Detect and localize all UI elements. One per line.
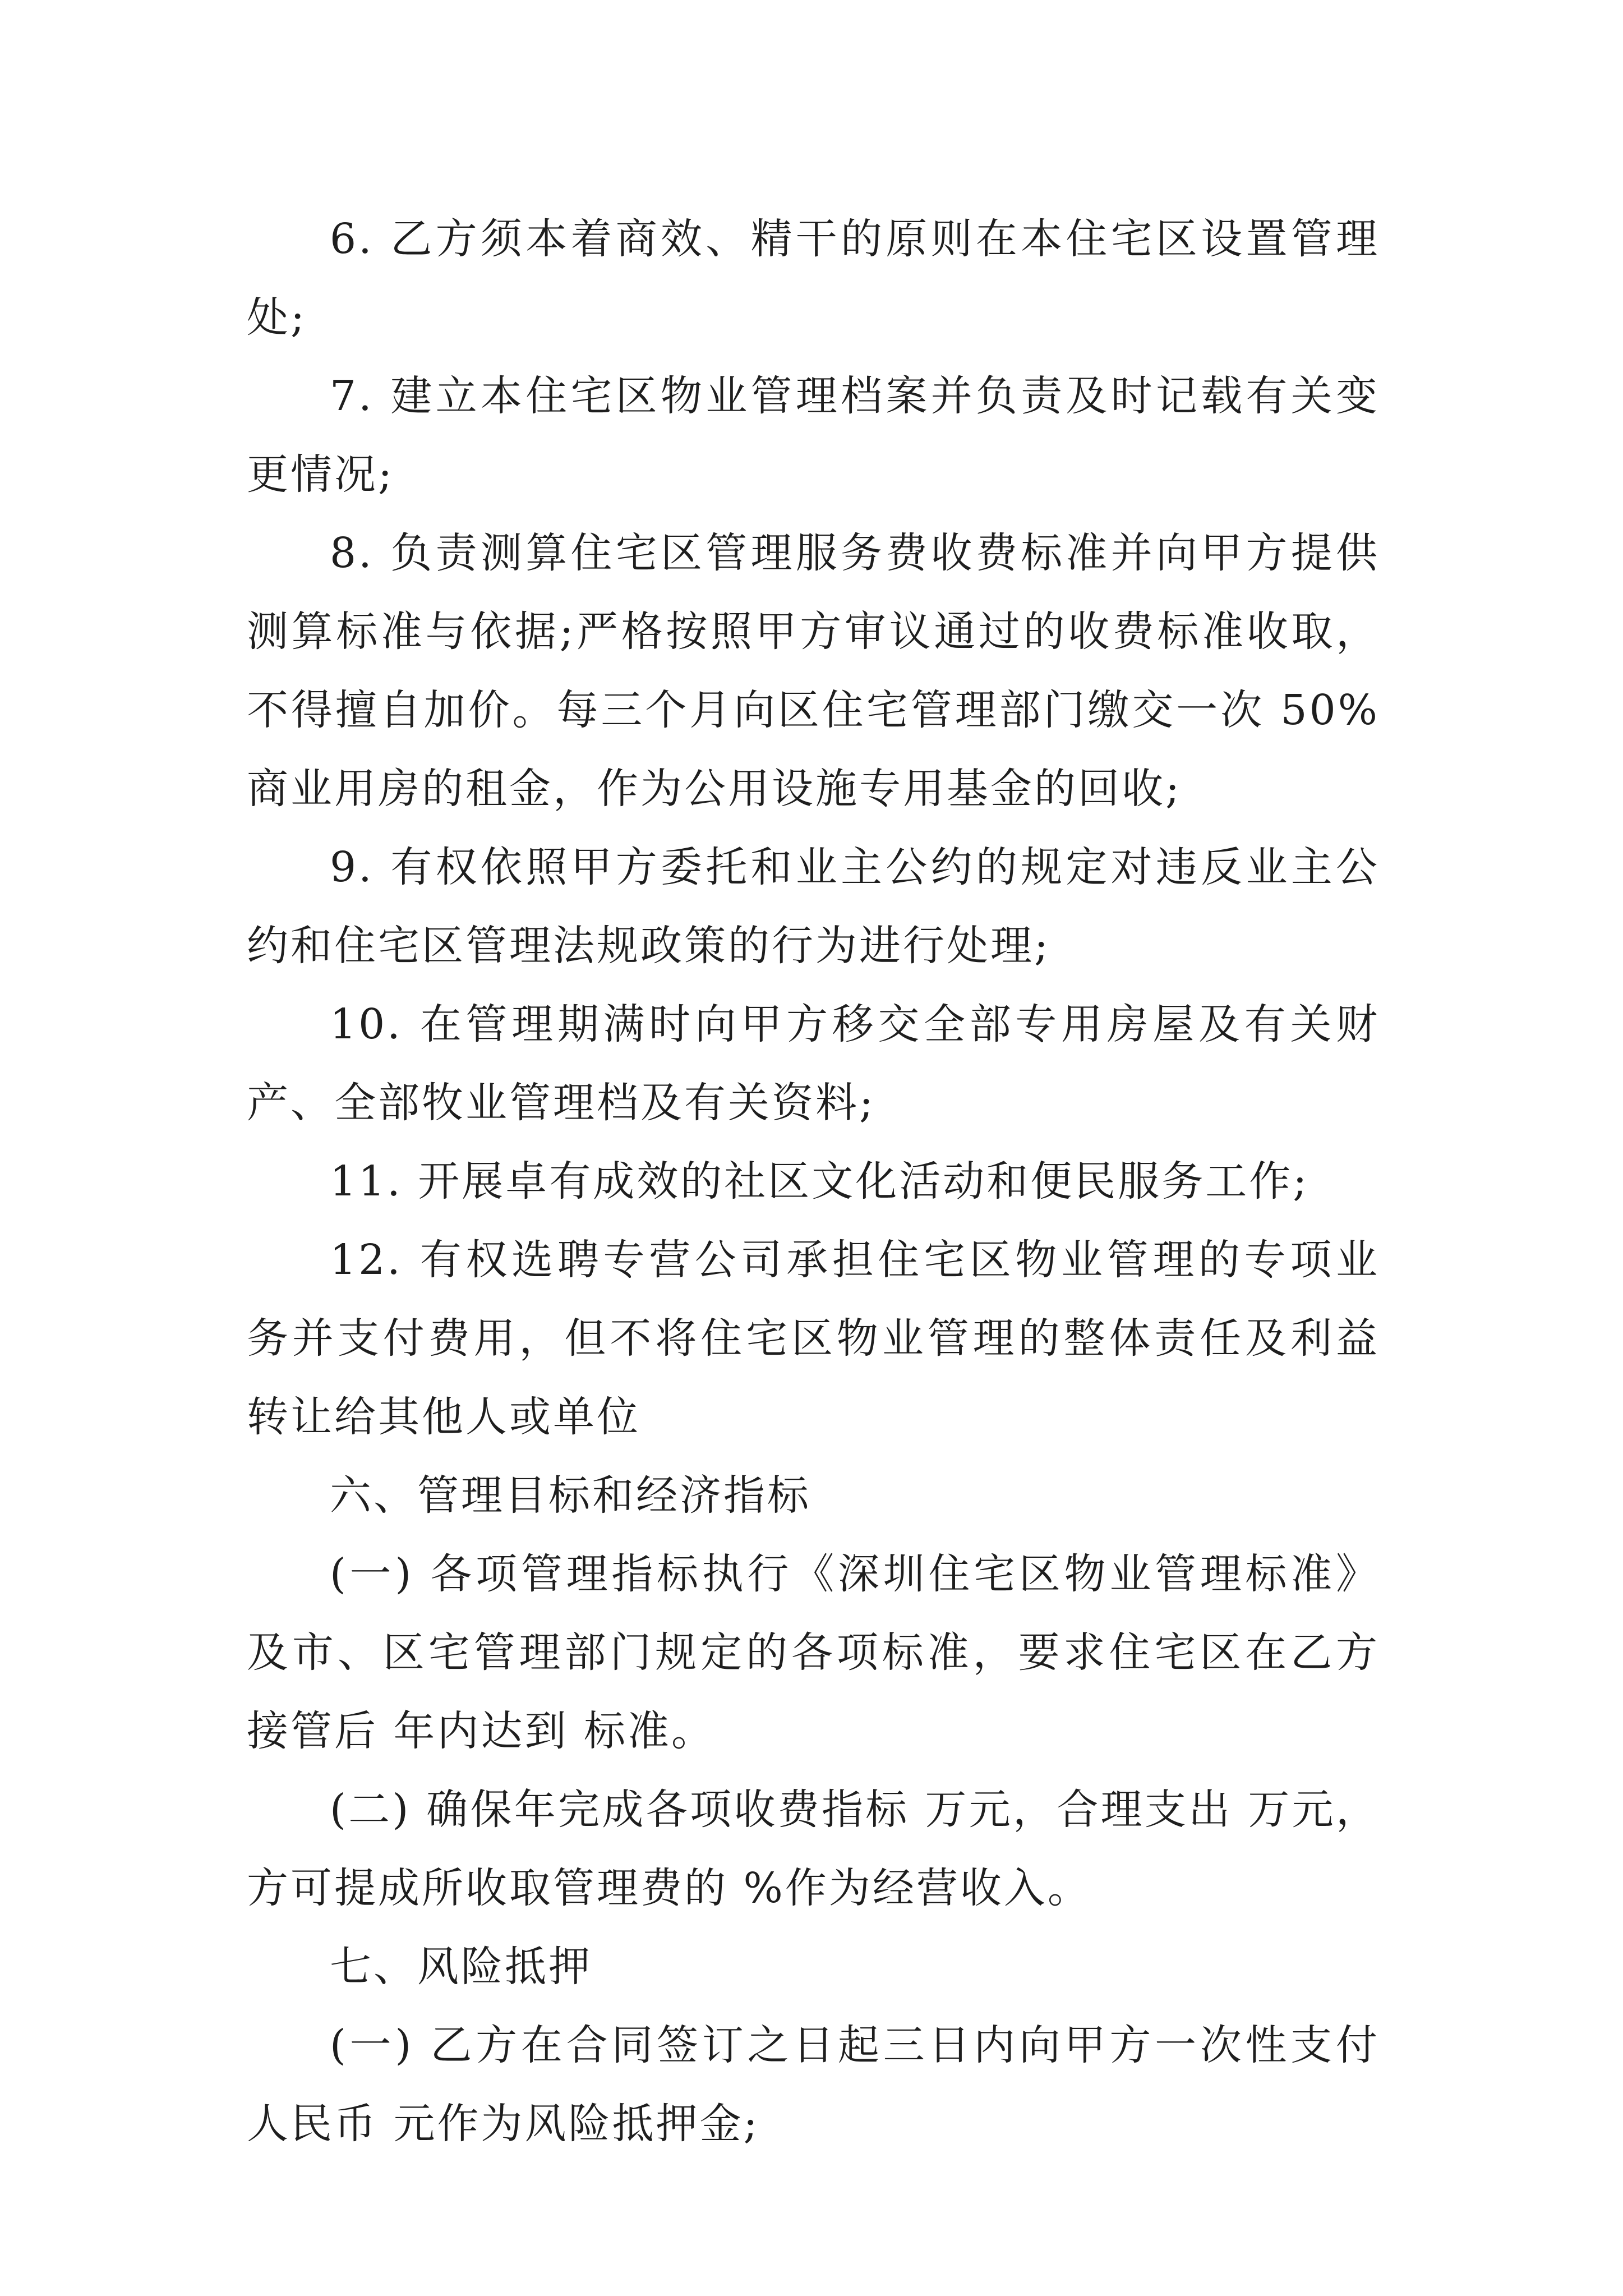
clause-10: 10. 在管理期满时向甲方移交全部专用房屋及有关财产、全部牧业管理档及有关资料; xyxy=(247,1000,1380,1127)
section-6-item-1: (一) 各项管理指标执行《深圳住宅区物业管理标准》及市、区宅管理部门规定的各项标准，要求住宅区在乙方接管后 年内达到 标准。 xyxy=(247,1550,1380,1755)
section-heading-7: 七、风险抵押 xyxy=(330,1943,592,1991)
clause-9: 9. 有权依照甲方委托和业主公约的规定对违反业主公约和住宅区管理法规政策的行为进行处理; xyxy=(247,843,1380,970)
document-body xyxy=(247,200,1380,2163)
clause-12: 12. 有权选聘专营公司承担住宅区物业管理的专项业务并支付费用，但不将住宅区物业管理的整体责任及利益转让给其他人或单位 xyxy=(247,1236,1380,1441)
clause-6: 6. 乙方须本着商效、精干的原则在本住宅区设置管理处; xyxy=(247,215,1380,342)
clause-7: 7. 建立本住宅区物业管理档案并负责及时记载有关变更情况; xyxy=(247,372,1380,499)
clause-11: 11. 开展卓有成效的社区文化活动和便民服务工作; xyxy=(330,1157,1310,1205)
section-heading-6: 六、管理目标和经济指标 xyxy=(330,1471,811,1520)
section-6-item-2: (二) 确保年完成各项收费指标 万元，合理支出 万元，方可提成所收取管理费的 %作为经营收入。 xyxy=(247,1786,1380,1912)
section-7-item-1: (一) 乙方在合同签订之日起三日内向甲方一次性支付人民币 元作为风险抵押金; xyxy=(247,2021,1380,2148)
clause-8: 8. 负责测算住宅区管理服务费收费标准并向甲方提供测算标准与依据;严格按照甲方审议通过的收费标准收取，不得擅自加价。每三个月向区住宅管理部门缴交一次 50%商业用房的租金，作为公用设施专用基金的回收; xyxy=(247,529,1380,813)
